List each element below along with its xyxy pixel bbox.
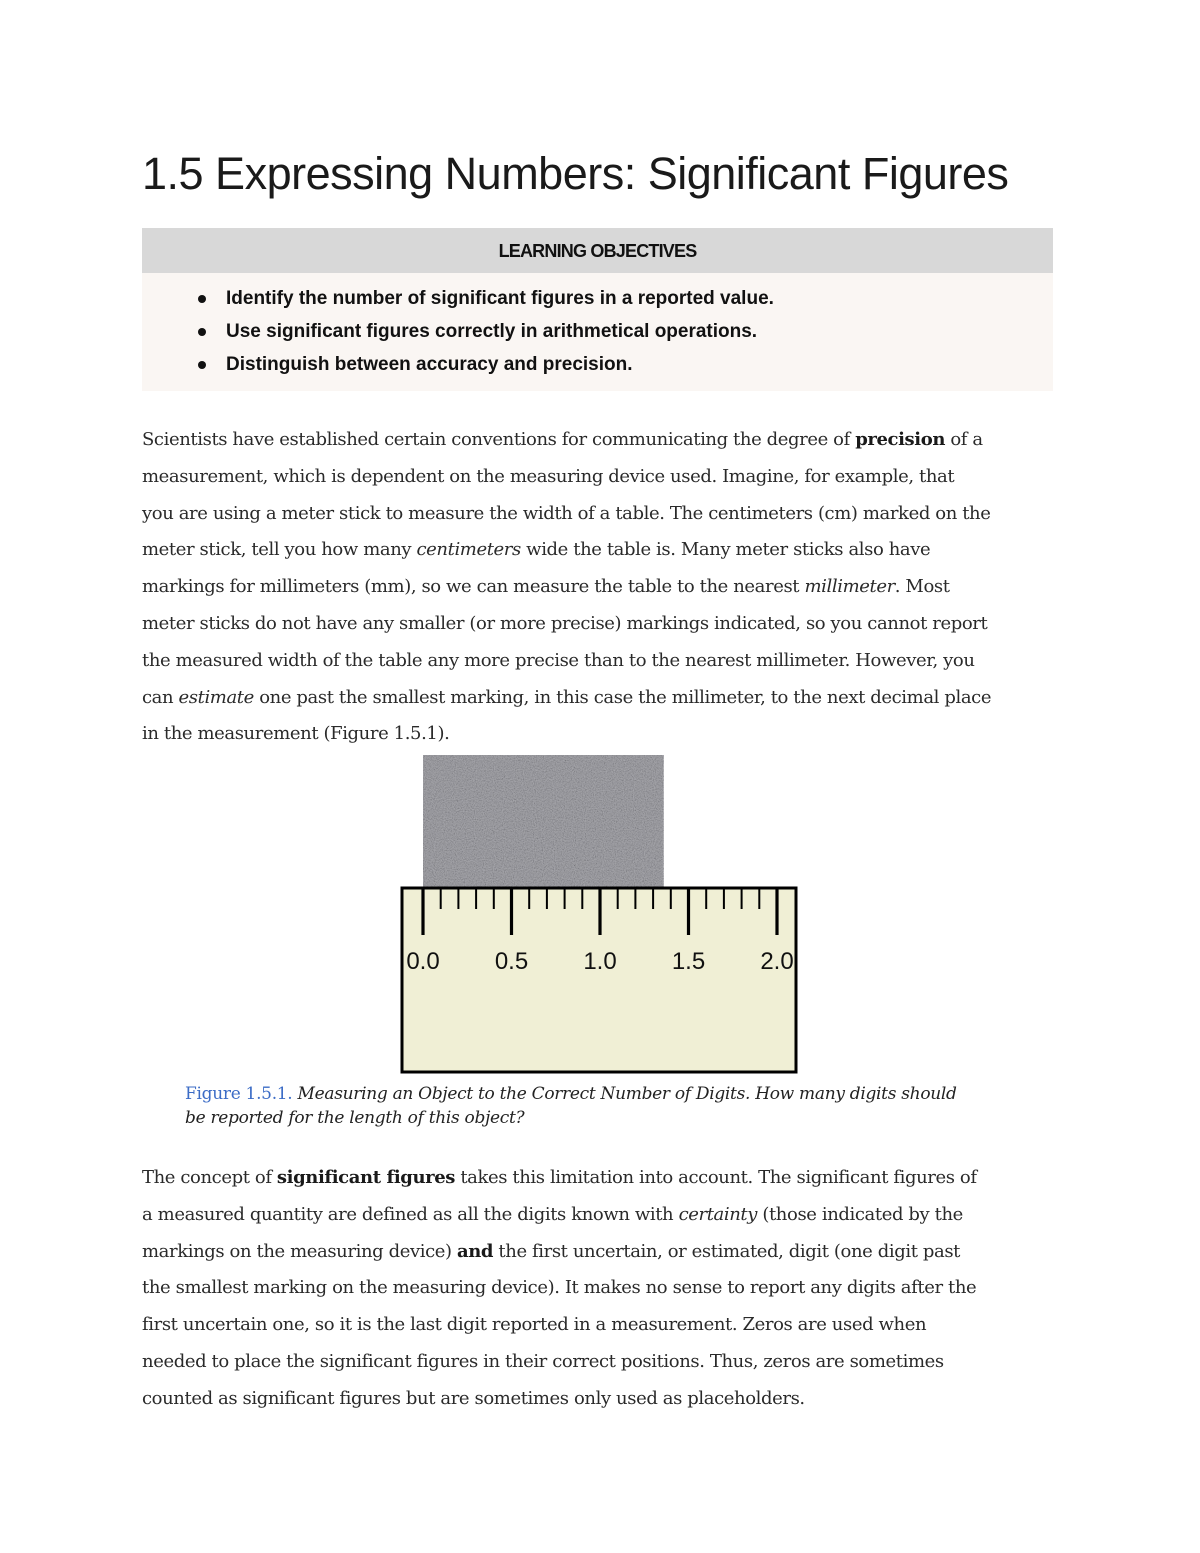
paragraph-line — [142, 680, 1062, 717]
text-span: markings on the measuring device) — [142, 1240, 457, 1262]
objectives-list — [142, 285, 1053, 384]
ruler-illustration — [400, 755, 800, 1075]
text-span: . Most — [894, 576, 950, 598]
ruler-label: 1.5 — [671, 948, 706, 975]
paragraph-line — [142, 1234, 1062, 1271]
text-span: of a — [945, 429, 983, 450]
text-span: the first uncertain, or estimated, digit (one digit past — [493, 1240, 960, 1262]
paragraph-line — [142, 422, 1062, 459]
italic-term-millimeter: millimeter — [804, 576, 895, 598]
paragraph-line: meter sticks do not have any smaller (or more precise) markings indicated, so you cannot report — [142, 612, 988, 634]
bold-term-significant-figures: significant figures — [276, 1167, 455, 1188]
text-span: The concept of — [142, 1167, 277, 1188]
paragraph-line: first uncertain one, so it is the last digit reported in a measurement. Zeros are used when — [142, 1314, 927, 1336]
measured-object — [423, 755, 664, 888]
paragraph-line: needed to place the significant figures in their correct positions. Thus, zeros are sometimes — [142, 1350, 944, 1372]
caption-text: be reported for the length of this object? — [185, 1108, 525, 1128]
paragraph-line — [142, 1197, 1062, 1234]
paragraph-line: counted as significant figures but are sometimes only used as placeholders. — [142, 1387, 805, 1409]
ruler-label: 1.0 — [583, 948, 617, 975]
paragraph-line — [142, 569, 1062, 606]
italic-term-certainty: certainty — [678, 1203, 758, 1225]
text-span: wide the table is. Many meter sticks also have — [520, 539, 931, 561]
paragraph-line — [142, 532, 1062, 569]
caption-text: Measuring an Object to the Correct Number of Digits. How many digits should — [292, 1084, 957, 1104]
page-title: 1.5 Expressing Numbers: Significant Figures — [142, 148, 1009, 199]
learning-objectives-box — [142, 228, 1053, 391]
paragraph-line: measurement, which is dependent on the measuring device used. Imagine, for example, that — [142, 465, 955, 487]
objective-item: Identify the number of significant figures in a reported value. — [142, 285, 1053, 318]
ruler-figure — [400, 755, 800, 1075]
text-span: markings for millimeters (mm), so we can measure the table to the nearest — [142, 576, 805, 598]
paragraph-line: you are using a meter stick to measure the width of a table. The centimeters (cm) marked on the — [142, 502, 991, 524]
text-span: meter stick, tell you how many — [142, 539, 417, 561]
paragraph-significant-figures — [142, 1160, 1062, 1418]
italic-term-estimate: estimate — [178, 686, 254, 708]
text-span: a measured quantity are defined as all the digits known with — [142, 1203, 679, 1225]
bold-term-and: and — [456, 1240, 494, 1262]
text-span: one past the smallest marking, in this case the millimeter, to the next decimal place — [253, 686, 992, 708]
ruler-label: 0.5 — [494, 948, 529, 975]
text-span: (those indicated by the — [757, 1203, 963, 1225]
paragraph-line: the smallest marking on the measuring device). It makes no sense to report any digits after the — [142, 1277, 977, 1299]
bold-term-precision: precision — [855, 429, 946, 450]
figure-label: Figure 1.5.1. — [185, 1084, 293, 1104]
italic-term-centimeters: centimeters — [416, 539, 521, 561]
learning-objectives-heading: LEARNING OBJECTIVES — [142, 228, 1053, 273]
paragraph-precision — [142, 422, 1062, 753]
text-span: takes this limitation into account. The significant figures of — [455, 1167, 977, 1188]
objective-item: Distinguish between accuracy and precision. — [142, 351, 1053, 384]
paragraph-line — [142, 1160, 1062, 1197]
ruler-label: 0.0 — [406, 948, 440, 975]
figure-caption — [185, 1082, 1065, 1130]
text-span: Scientists have established certain conventions for communicating the degree of — [142, 429, 856, 450]
paragraph-line: in the measurement (Figure 1.5.1). — [142, 723, 450, 745]
learning-objectives-body — [142, 273, 1053, 391]
paragraph-line: the measured width of the table any more precise than to the nearest millimeter. However, you — [142, 649, 975, 671]
objective-item: Use significant figures correctly in arithmetical operations. — [142, 318, 1053, 351]
ruler-label: 2.0 — [760, 948, 794, 975]
text-span: can — [142, 686, 179, 708]
